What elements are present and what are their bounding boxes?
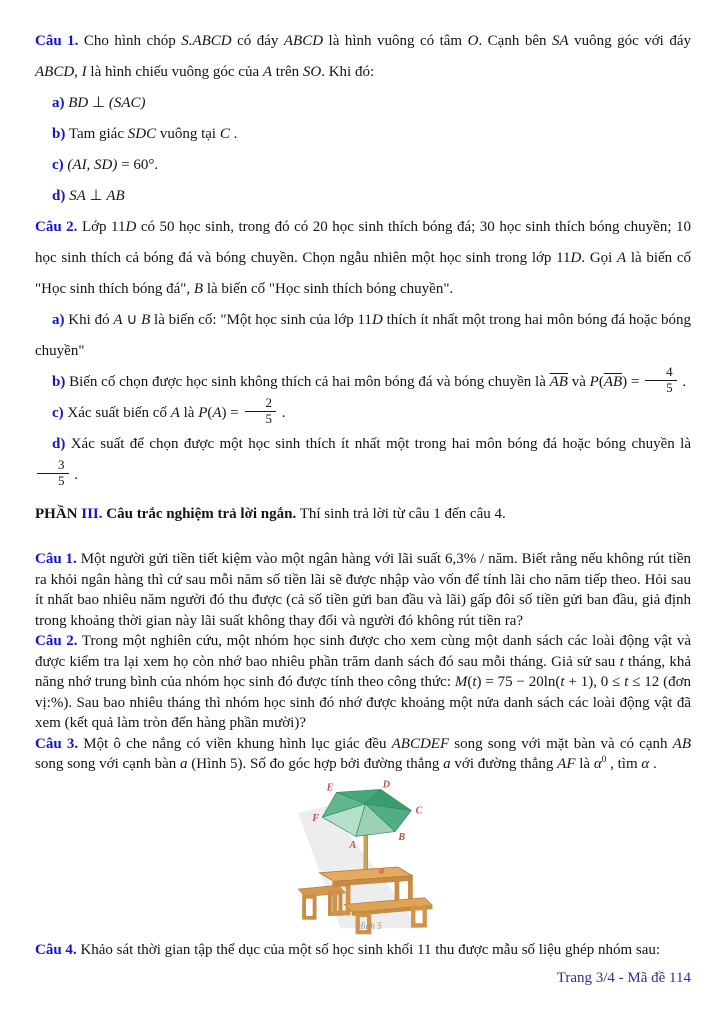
text-segment: Tam giác (65, 126, 128, 142)
vertex-label-C: C (415, 804, 422, 816)
text-segment: Trong một nghiên cứu, một nhóm học sinh được cho xem cùng một danh sách các loài động vật và được kiểm tra lại xem họ còn nhớ bao nhiêu phần trăm danh sách đó sau mỗi tháng. Giả sử sau (35, 633, 691, 670)
text-segment: vuông góc với đáy (568, 33, 691, 49)
text-segment: . (229, 126, 238, 142)
part2-question-2-option-b (35, 364, 691, 398)
part3-heading (35, 503, 691, 525)
text-segment: với đường thẳng (450, 756, 558, 772)
text-segment: A (113, 312, 123, 328)
text-segment: có 50 học sinh, trong đó có 20 học sinh thích bóng đá; 30 học sinh thích bóng chuyền; 10 học sinh thích cả bóng đá và bóng chuyền. Chọn ngẫu nhiên một học sinh trong lớp 11 (35, 219, 691, 266)
text-segment: vuông tại (156, 126, 220, 142)
text-segment: Biến cố chọn được học sinh không thích cả hai môn bóng đá và bóng chuyền là (65, 374, 550, 390)
fraction: $\frac{4}{5}$ (645, 365, 677, 396)
text-segment: Câu 4. (35, 941, 77, 958)
text-segment: D (125, 219, 137, 235)
text-segment: Khi đó (64, 312, 114, 328)
text-segment: BD (68, 95, 89, 111)
text-segment: A (170, 405, 180, 421)
text-segment: SO (302, 64, 322, 80)
text-segment: thích ít nhất một trong hai môn bóng đá hoặc bóng chuyền" (35, 312, 692, 359)
text-segment: . Cạnh bên (478, 33, 552, 49)
text-segment: AB (672, 735, 691, 752)
text-segment: . (649, 756, 657, 772)
part3-section (35, 549, 691, 960)
text-segment: . Khi đó: (321, 64, 375, 80)
part2-question-2-option-d (35, 429, 691, 491)
text-segment: c) (52, 405, 64, 421)
text-segment: là hình chiếu vuông góc của (86, 64, 263, 80)
text-segment: t (472, 674, 477, 690)
page-footer: Trang 3/4 - Mã đề 114 (556, 970, 691, 986)
part3-question-2 (35, 631, 691, 734)
text-segment: . (70, 467, 78, 483)
text-segment: III. (81, 506, 103, 522)
text-segment: là biến cố: "Một học sinh của lớp 11 (150, 312, 372, 328)
text-segment: ≤ 12 (đơn vị:%). Sau bao nhiêu tháng thì nhóm học sinh đó nhớ được khoảng một nửa danh sách các loài động vật đã xem (kết quả làm tròn đến hàng phần mười)? (35, 674, 692, 731)
text-segment: ⊥ (85, 188, 107, 204)
text-segment: ( (598, 374, 604, 390)
text-segment: là biến cố "Học sinh thích bóng đá", (35, 250, 692, 297)
text-segment: O (467, 33, 479, 49)
part3-question-1 (35, 549, 691, 631)
text-segment: t (619, 653, 624, 670)
table-edge-label: a (378, 865, 384, 876)
text-segment: I (81, 64, 87, 80)
text-segment: P (589, 374, 599, 390)
text-segment: AB (106, 188, 125, 204)
text-segment: . (678, 374, 687, 390)
text-segment: SA (69, 188, 86, 204)
front-bench-leg (413, 908, 424, 925)
text-segment: Lớp 11 (77, 219, 126, 235)
text-segment: D (371, 312, 383, 328)
text-segment: Một ô che nắng có viền khung hình lục giác đều (78, 735, 392, 752)
text-segment: t (560, 674, 565, 690)
figure-umbrella-table (45, 777, 701, 940)
text-segment: a (443, 756, 451, 772)
text-segment: A (617, 250, 627, 266)
text-segment: S.ABCD (181, 33, 232, 49)
text-segment: là (575, 756, 594, 772)
text-segment: và (567, 374, 590, 390)
text-segment: SDC (127, 126, 157, 142)
text-segment: là biến cố "Học sinh thích bóng chuyền". (203, 281, 454, 297)
part2-question-2-option-c (35, 395, 691, 429)
text-segment: B (141, 312, 151, 328)
text-segment: PHẦN (35, 506, 82, 522)
text-segment: M (454, 674, 468, 690)
text-segment: d) (52, 188, 66, 204)
text-segment: ABCD (283, 33, 324, 49)
text-segment: , tìm (606, 756, 642, 772)
vertex-label-F: F (311, 812, 319, 824)
vertex-label-D: D (382, 779, 390, 791)
text-segment: Một người gửi tiền tiết kiệm vào một ngân hàng với lãi suất 6,3% / năm. Biết rằng nếu không rút tiền ra khỏi ngân hàng thì cứ sau mỗi năm số tiền lãi sẽ được nhập vào vốn để tính lãi cho năm tiếp theo. Hỏi sau ít nhất bao nhiêu năm người đó thu được (cả số tiền gửi ban đầu và lãi) gấp đôi số tiền gửi ban đầu, giả định trong khoảng thời gian này lãi suất không thay đổi và người đó không rút tiền ra? (35, 551, 691, 629)
fraction: $\frac{3}{5}$ (37, 458, 69, 489)
text-segment: $\overline{AB}$ (603, 374, 623, 390)
text-segment: , (74, 64, 82, 80)
text-segment: SA (551, 33, 569, 49)
text-segment: a (180, 756, 188, 772)
text-segment: B (193, 281, 204, 297)
vertex-label-A: A (349, 839, 356, 851)
text-segment: Câu 2. (35, 219, 78, 235)
figure-caption: Hình 5 (356, 920, 382, 931)
text-segment: b) (52, 374, 66, 390)
vertex-label-B: B (397, 831, 405, 843)
text-segment: + 1), 0 ≤ (564, 674, 625, 690)
fraction: $\frac{2}{5}$ (245, 396, 277, 427)
text-segment: trên (272, 64, 303, 80)
text-segment: ) = (622, 374, 644, 390)
text-segment: là hình vuông có tâm (323, 33, 468, 49)
text-segment: song song với mặt bàn và có cạnh (449, 735, 673, 752)
part2-question-1-statement (35, 26, 691, 88)
text-segment: . (278, 405, 286, 421)
text-segment: α (641, 756, 650, 772)
text-segment: t (624, 674, 629, 690)
text-segment: tháng, khả năng nhớ trung bình của nhóm học sinh đó được tính theo công thức: (35, 653, 692, 690)
text-segment: Cho hình chóp (78, 33, 182, 49)
text-segment: Câu 3. (35, 735, 79, 752)
text-segment: α (593, 756, 602, 772)
text-segment: $\overline{AB}$ (549, 374, 568, 390)
text-segment: Câu 2. (35, 633, 78, 649)
text-segment: ∪ (122, 312, 142, 328)
text-segment: C (219, 126, 230, 142)
text-segment: Câu 1. (35, 33, 79, 49)
text-segment: d) (52, 436, 66, 452)
back-bench-leg (304, 896, 315, 917)
text-segment: (AI, SD) (67, 157, 118, 173)
text-segment: a) (52, 312, 65, 328)
part2-question-1-option-b (35, 119, 691, 150)
text-segment: ( (467, 674, 473, 690)
text-segment: Thí sinh trả lời từ câu 1 đến câu 4. (296, 506, 506, 522)
part2-question-1-option-c (35, 150, 691, 181)
text-segment: là (179, 405, 199, 421)
text-segment: ) = 75 − 20ln( (476, 674, 561, 690)
text-segment: (SAC) (108, 95, 146, 111)
text-segment: a) (52, 95, 65, 111)
text-segment: Khảo sát thời gian tập thể dục của một số học sinh khối 11 thu được mẫu số liệu ghép nhóm sau: (76, 941, 661, 958)
part3-question-3 (35, 734, 691, 775)
text-segment: song song với cạnh bàn (35, 756, 180, 772)
part3-question-4 (35, 940, 691, 961)
text-segment: 0 (601, 755, 607, 765)
part2-question-1-option-d (35, 181, 691, 212)
part2-question-1-option-a (35, 88, 691, 119)
text-segment: Xác suất để chọn được một học sinh thích ít nhất một trong hai môn bóng đá hoặc bóng chuyền là (65, 436, 691, 452)
text-segment: = 60°. (117, 157, 159, 173)
part2-question-2-option-a (35, 305, 691, 367)
text-segment: có đáy (231, 33, 284, 49)
text-segment: ( (207, 405, 213, 421)
text-segment: (Hình 5). Số đo góc hợp bởi đường thẳng (187, 756, 444, 772)
text-segment: A (262, 64, 273, 80)
part2-question-2-statement (35, 212, 691, 305)
text-segment: c) (52, 157, 64, 173)
umbrella-table-illustration (281, 777, 466, 935)
part2-section (35, 26, 691, 491)
text-segment: AF (557, 756, 576, 772)
text-segment: ABCD (35, 64, 75, 80)
text-segment: A (212, 405, 222, 421)
text-segment: . Gọi (581, 250, 617, 266)
text-segment: b) (52, 126, 66, 142)
text-segment: D (570, 250, 582, 266)
text-segment: Xác suất biến cố (63, 405, 171, 421)
text-segment: P (198, 405, 208, 421)
text-segment: Câu trắc nghiệm trả lời ngắn. (102, 506, 297, 522)
text-segment: ⊥ (88, 95, 109, 111)
vertex-label-E: E (326, 781, 333, 793)
text-segment: ) = (221, 405, 243, 421)
text-segment: Câu 1. (35, 551, 77, 567)
text-segment: ABCDEF (391, 735, 450, 752)
